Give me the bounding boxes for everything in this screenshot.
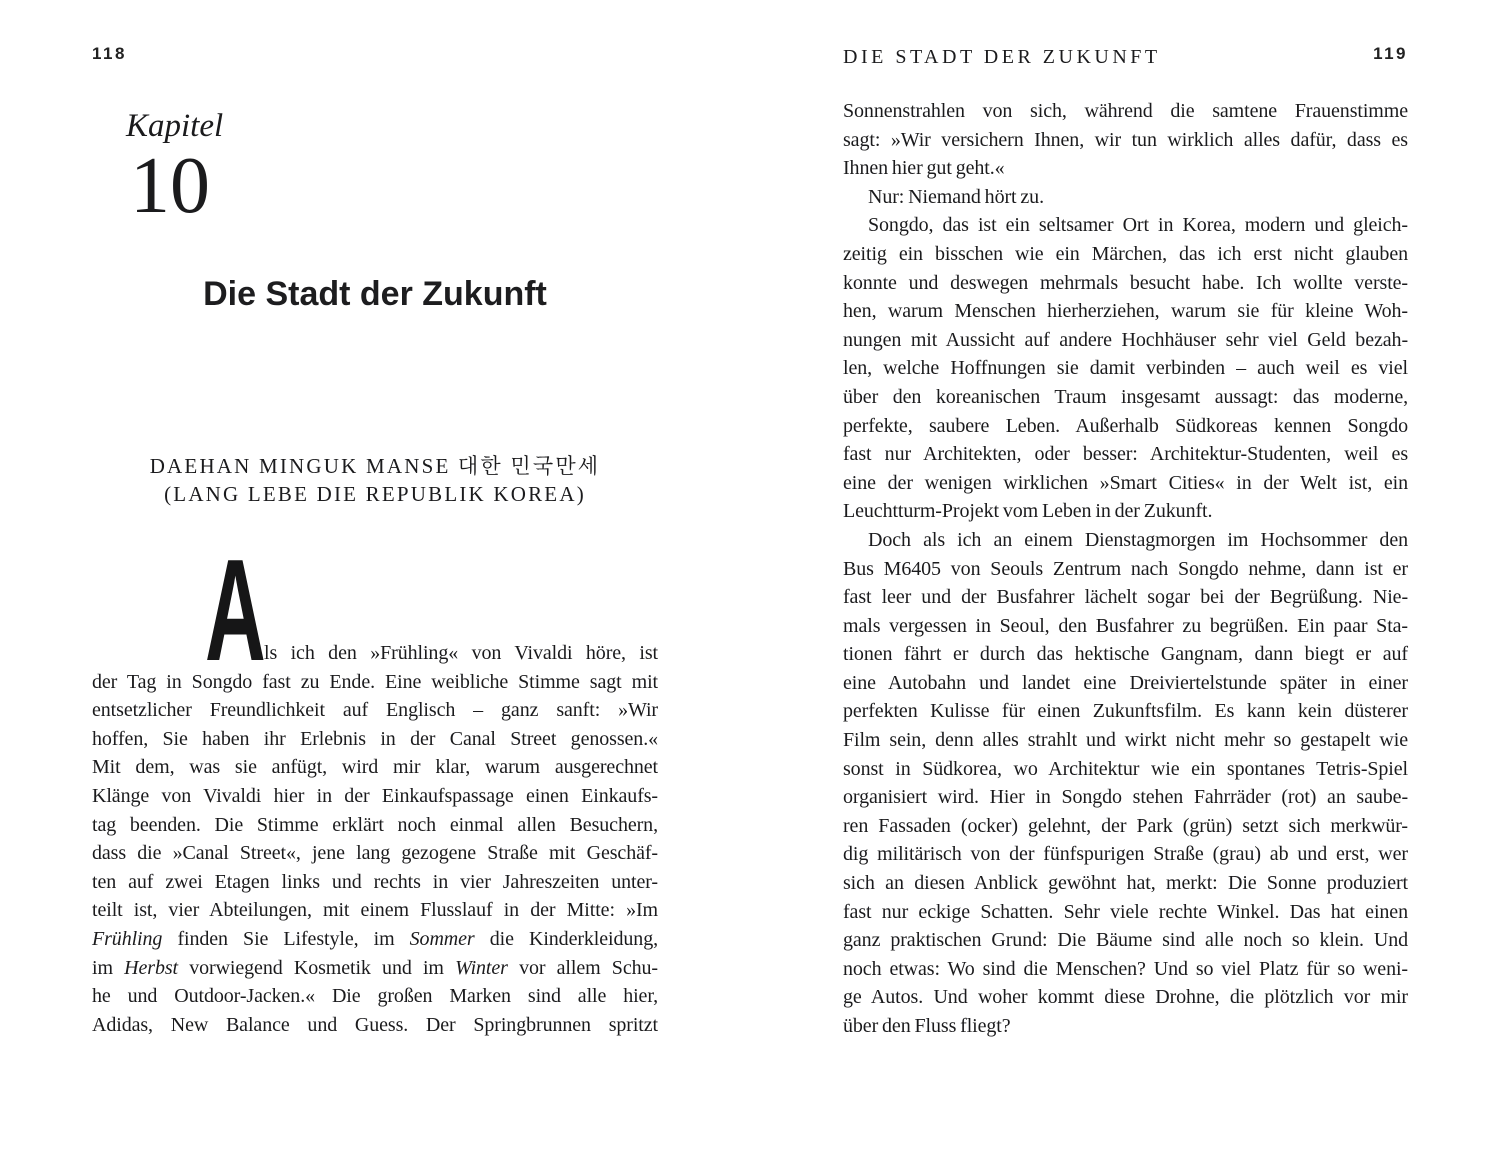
text-line: hoffen, Sie haben ihr Erlebnis in der Canal Street genossen.« [92, 727, 658, 750]
text-line: Ihnen hier gut geht.« [843, 157, 1005, 180]
text-line: Songdo, das ist ein seltsamer Ort in Korea, modern und gleich- [868, 214, 1408, 237]
text-line: tionen fährt er durch das hektische Gangnam, dann biegt er auf [843, 643, 1408, 666]
text-line: im Herbst vorwiegend Kosmetik und im Winter vor allem Schu- [92, 956, 658, 979]
text-line: nungen mit Aussicht auf andere Hochhäuser sehr viel Geld bezah- [843, 328, 1408, 351]
text-line: entsetzlicher Freundlichkeit auf Englisch – ganz sanft: »Wir [92, 699, 658, 722]
text-line: Nur: Niemand hört zu. [868, 185, 1044, 208]
subtitle-line-1: DAEHAN MINGUK MANSE 대한 민국만세 [149, 454, 601, 478]
paragraph [843, 526, 1408, 1041]
subtitle-line-2: (LANG LEBE DIE REPUBLIK KOREA) [164, 482, 586, 506]
text-line: teilt ist, vier Abteilungen, mit einem Flusslauf in der Mitte: »Im [92, 899, 658, 922]
page-number-right: 119 [1373, 44, 1408, 63]
dropcap-initial: A [205, 529, 266, 691]
text-line: sagt: »Wir versichern Ihnen, wir tun wirklich alles dafür, dass es [843, 128, 1408, 151]
text-line: Frühling finden Sie Lifestyle, im Sommer die Kinderkleidung, [92, 927, 658, 950]
first-paragraph-lines [92, 668, 658, 1040]
paragraph [843, 183, 1408, 212]
text-line: organisiert wird. Hier in Songdo stehen Fahrräder (rot) an saube- [843, 786, 1408, 809]
text-line: konnte und deswegen mehrmals besucht habe. Ich wollte verste- [843, 271, 1408, 294]
text-line: mals vergessen in Seoul, den Busfahrer zu begrüßen. Ein paar Sta- [843, 614, 1408, 637]
text-line: ren Fassaden (ocker) gelehnt, der Park (grün) setzt sich merkwür- [843, 814, 1408, 837]
text-line: Mit dem, was sie anfügt, wird mir klar, warum ausgerechnet [92, 756, 658, 779]
text-line: dass die »Canal Street«, jene lang gezogene Straße mit Geschäf- [92, 842, 658, 865]
text-line: ganz praktischen Grund: Die Bäume sind alle noch so klein. Und [843, 929, 1408, 952]
text-line: Bus M6405 von Seouls Zentrum nach Songdo nehme, dann ist er [843, 557, 1408, 580]
text-line: fast nur eckige Schatten. Sehr viele rechte Winkel. Das hat einen [843, 900, 1408, 923]
text-line: sich an diesen Anblick gewöhnt hat, merkt: Die Sonne produziert [843, 872, 1408, 895]
text-line: Sonnenstrahlen von sich, während die samtene Frauenstimme [843, 100, 1408, 122]
text-line: Leuchtturm-Projekt vom Leben in der Zukunft. [843, 500, 1213, 523]
text-line: zeitig ein bisschen wie ein Märchen, das ich erst nicht glauben [843, 242, 1408, 265]
chapter-subtitle [62, 452, 688, 508]
text-line: noch etwas: Wo sind die Menschen? Und so viel Platz für so weni- [843, 957, 1408, 980]
text-line: ge Autos. Und woher kommt diese Drohne, die plötzlich vor mir [843, 986, 1408, 1009]
text-line: eine der wenigen wirklichen »Smart Cities« in der Welt ist, ein [843, 471, 1408, 494]
left-body-text [92, 529, 658, 1043]
text-line: hen, warum Menschen hierherziehen, warum sie für kleine Woh- [843, 300, 1408, 323]
text-line: Film sein, denn alles strahlt und wirkt nicht mehr so gestapelt wie [843, 729, 1408, 752]
chapter-label: Kapitel [126, 108, 224, 144]
running-head: DIE STADT DER ZUKUNFT [843, 46, 1161, 68]
text-line: Adidas, New Balance und Guess. Der Springbrunnen spritzt [92, 1013, 658, 1036]
text-line: Doch als ich an einem Dienstagmorgen im Hochsommer den [868, 528, 1408, 551]
text-line: der Tag in Songdo fast zu Ende. Eine weibliche Stimme sagt mit [92, 670, 658, 693]
chapter-title: Die Stadt der Zukunft [203, 275, 547, 313]
text-line: perfekten Kulisse für einen Zukunftsfilm. Es kann kein düsterer [843, 700, 1408, 723]
text-line: he und Outdoor-Jacken.« Die großen Marken sind alle hier, [92, 985, 658, 1008]
chapter-number: 10 [130, 142, 210, 230]
text-line: len, welche Hoffnungen sie damit verbinden – auch weil es viel [843, 357, 1408, 380]
paragraph [843, 211, 1408, 526]
text-line: tag beenden. Die Stimme erklärt noch einmal allen Besuchern, [92, 813, 658, 836]
text-line: perfekte, saubere Leben. Außerhalb Südkoreas kennen Songdo [843, 414, 1408, 437]
text-line: ten auf zwei Etagen links und rechts in vier Jahreszeiten unter- [92, 870, 658, 893]
text-line: sonst in Südkorea, wo Architektur wie ein spontanes Tetris-Spiel [843, 757, 1408, 780]
text-line: dig militärisch von der fünfspurigen Straße (grau) ab und erst, wer [843, 843, 1408, 866]
page-number-left: 118 [92, 44, 127, 63]
text-line: über den koreanischen Traum insgesamt aussagt: das moderne, [843, 385, 1408, 408]
text-line: ls ich den »Frühling« von Vivaldi höre, ist [264, 642, 658, 664]
text-line: fast leer und der Busfahrer lächelt sogar bei der Begrüßung. Nie- [843, 586, 1408, 609]
text-line: über den Fluss fliegt? [843, 1015, 1011, 1037]
paragraph [843, 97, 1408, 183]
text-line: fast nur Architekten, oder besser: Architektur-Studenten, weil es [843, 443, 1408, 466]
text-line: Klänge von Vivaldi hier in der Einkaufspassage einen Einkaufs- [92, 784, 658, 807]
text-line: eine Autobahn und landet eine Dreiviertelstunde später in einer [843, 671, 1408, 694]
right-body-text [843, 97, 1408, 1057]
